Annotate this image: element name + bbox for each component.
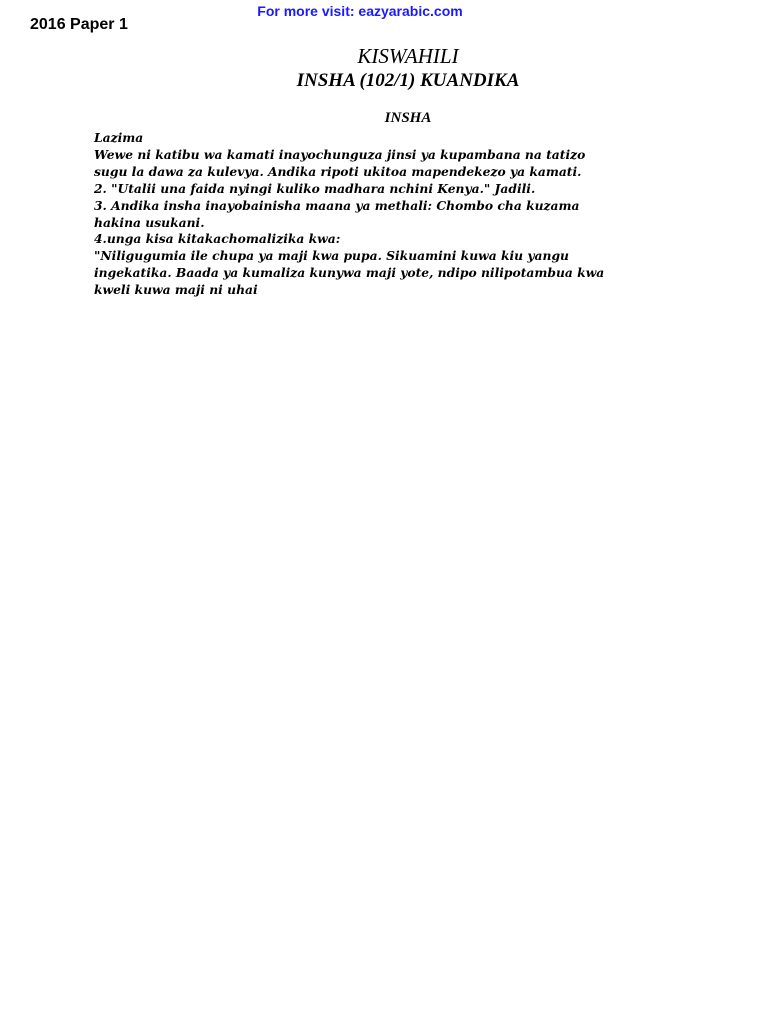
text-line: Lazima — [94, 130, 144, 145]
text-line: 4.unga kisa kitakachomalizika kwa: — [94, 231, 341, 247]
website-link[interactable]: For more visit: eazyarabic.com — [257, 3, 463, 19]
paper-label: 2016 Paper 1 — [30, 16, 128, 33]
text-line: ingekatika. Baada ya kumaliza kunywa maji yote, ndipo nilipotambua kwa — [94, 265, 605, 281]
section-title: INSHA — [384, 110, 432, 126]
subject-title: KISWAHILI — [357, 44, 459, 68]
question-body — [94, 130, 734, 299]
paper-title: INSHA (102/1) KUANDIKA — [296, 70, 520, 91]
text-line: "Niligugumia ile chupa ya maji kwa pupa. Sikuamini kuwa kiu yangu — [94, 248, 569, 264]
text-line: kweli kuwa maji ni uhai — [94, 282, 258, 298]
text-line: 2. "Utalii una faida nyingi kuliko madhara nchini Kenya." Jadili. — [94, 180, 536, 196]
text-line: hakina usukani. — [94, 214, 205, 230]
text-line: Wewe ni katibu wa kamati inayochunguza jinsi ya kupambana na tatizo — [94, 146, 586, 162]
text-line: 3. Andika insha inayobainisha maana ya methali: Chombo cha kuzama — [94, 197, 580, 213]
text-line: sugu la dawa za kulevya. Andika ripoti ukitoa mapendekezo ya kamati. — [94, 163, 582, 179]
